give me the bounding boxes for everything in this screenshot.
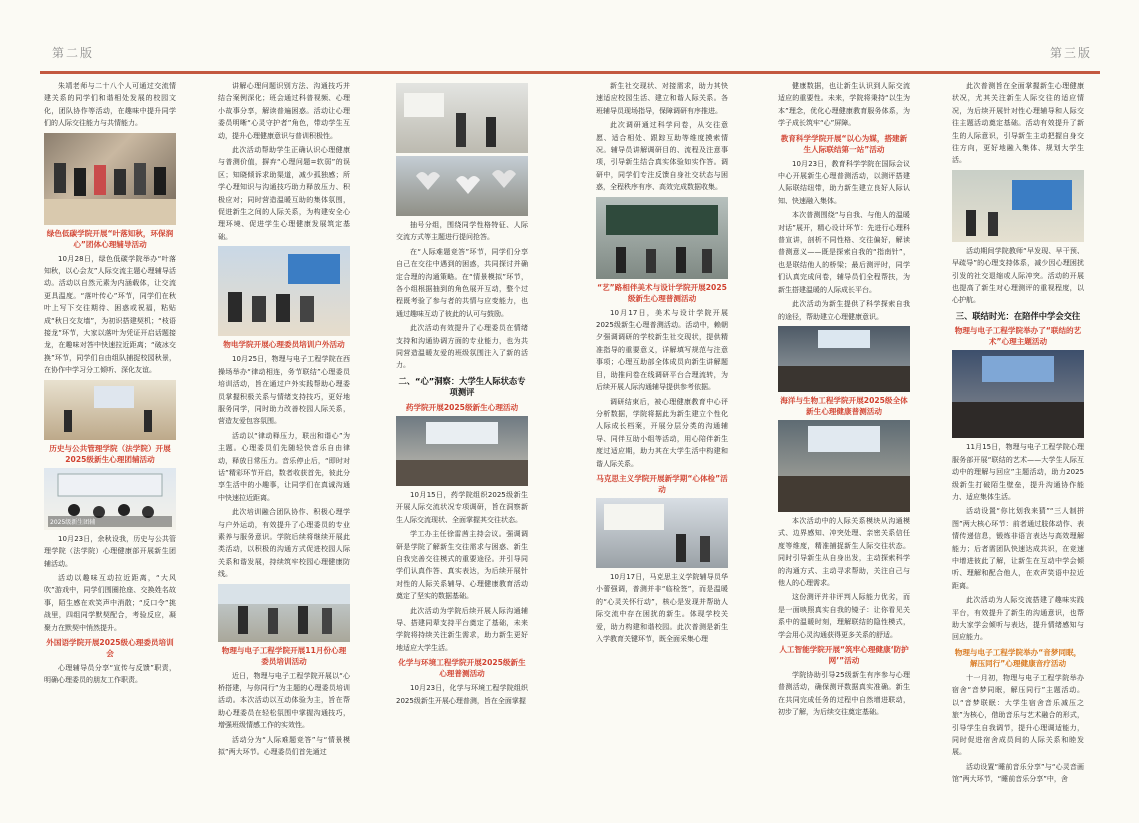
paragraph: 此次活动为人际交流搭建了趣味实践平台，有效提升了新生的沟通意识，也帮助大家学会倾听与表达，提升情绪感知与回应能力。 (952, 596, 1084, 642)
article-title: 物理与电子工程学院举办了“联结的艺术”心理主题活动 (954, 326, 1082, 347)
column-3 (396, 80, 528, 820)
paragraph: 近日，物理与电子工程学院开展以“心桥搭建，与你同行”为主题的心理委员培训活动。本次活动以互动体验为主，旨在帮助心理委员在轻松氛围中掌握沟通技巧，增强班级情感工作的实效性。 (218, 671, 350, 730)
paragraph: 10月17日，美术与设计学院开展2025级新生心理普测活动。活动中，赖朝夕强调调研的学校新生社交现状，提供精准指导的重要意义，详解填写规范与注意事项；心理互助部全体成员向新生讲解题目，助推问卷在线调研平台合理流转，为后续开展人际沟通辅导提供参考依据。 (596, 308, 728, 392)
photo-figures (952, 350, 1084, 438)
photo-figures (596, 498, 728, 568)
column-6 (952, 80, 1084, 820)
header-rule-right (570, 71, 1100, 74)
photo-paper-hearts (396, 156, 528, 216)
paragraph: 此次活动帮助学生正确认识心理健康与普测价值，摒弃“心理问题=软弱”的误区；知晓倾诉求助渠道，减少孤独感；所学心理知识与沟通技巧助力释放压力、积极应对；同时营造温暖互助的集体氛围，促进新生之间的人际关系，为构建安全心理环境、促进学生心理健康发展筑定基础。 (218, 146, 350, 241)
article-title: 马克思主义学院开展新学期“心体检”活动 (596, 473, 728, 494)
photo-figures (218, 584, 350, 642)
photo-conference-hall (778, 326, 910, 392)
photo-lecture-hall (396, 416, 528, 486)
article-title: 物理与电子工程学院举办“音梦同眠，解压同行”心理健康音疗活动 (954, 647, 1082, 668)
photo-marine-hall (778, 420, 910, 512)
header-rule-left (40, 71, 570, 74)
photo-connection-art (952, 350, 1084, 438)
page-number-left: 第二版 (52, 46, 95, 60)
photo-figures (44, 133, 176, 225)
paragraph: 活动期间学院教师“早发现、早干预、早疏导”的心理支持体系，减少因心理困扰引发的社交退缩或人际冲突。活动的开展也提高了新生对心理测评的重视程度，以心护航。 (952, 246, 1084, 305)
paragraph: 本次活动中的人际关系模块从沟通模式、边界感知、冲突处理、亲密关系信任度等维度，精准捕捉新生人际交往状态。同时引导新生从自身出发，主动探索科学的沟通方式、主动寻求帮助，关注自己与他人的心理需求。 (778, 516, 910, 587)
paragraph: 此次培训融合团队协作、积极心理学与户外运动，有效提升了心理委员的专业素养与服务意识。学院后续将继续开展此类活动，以积极的沟通方式促进校园人际关系和谐发展，持续筑牢校园心理健康防线。 (218, 508, 350, 579)
column-5 (778, 80, 910, 820)
paragraph: 10月23日，余秋设我，历史与公共管理学院（法学院）心理健康部开展新生团辅活动。 (44, 534, 176, 568)
photo-training-room (218, 246, 350, 336)
photo-figures (396, 416, 528, 486)
paragraph: 10月23日，化学与环境工程学院组织2025级新生开展心理普测，旨在全面掌握 (396, 684, 528, 705)
photo-group-activity (44, 133, 176, 225)
paragraph: 学工办主任徐雷茜主持会议。强调调研是学院了解新生交往需求与困惑、新生自我完善交往模式的重要途径。并引导同学们认真作答、真实表达，为后续开展针对性的人际关系辅导、心理健康教育活动奠定了坚实的数据基础。 (396, 530, 528, 601)
photo-lecture (44, 380, 176, 440)
photo-figures (778, 420, 910, 512)
page-number-right: 第三版 (1050, 46, 1093, 60)
paragraph: 在“人际难题竞答”环节，同学们分享自己在交往中遇到的困惑，共同探讨并确定合理的沟通策略。在“情景模拟”环节，各小组根据抽到的角色展开互动，整个过程既考验了参与者的共情与应变能力，也通过趣味互动了彼此的认可与鼓励。 (396, 247, 528, 318)
paragraph: 活动设置“你比划我来猜”“三人制拼图”两大核心环节：前者通过肢体动作、表情传递信息，锻炼非语言表达与高效理解能力；后者需团队快速达成共识，在竞速中增进彼此了解，让新生在互动中学会倾听、理解和配合他人，在欢声笑语中拉近距离。 (952, 507, 1084, 590)
paragraph: 此次活动为学院后续开展人际沟通辅导、搭建同辈支持平台奠定了基础，未来学院将持续关注新生需求，助力新生更好地适应大学生活。 (396, 606, 528, 652)
article-title: 历史与公共管理学院（法学院）开展2025级新生心理团辅活动 (49, 443, 171, 464)
photo-figures (396, 83, 528, 153)
article-title: 教育科学学院开展“以心为媒，搭建新生人际联结第一站”活动 (780, 133, 908, 154)
article-title: “艺”路相伴美术与设计学院开展2025级新生心理普测活动 (597, 282, 727, 303)
photo-figures (396, 156, 528, 216)
paragraph: 此次活动为新生提供了科学探索自我的途径，帮助建立心理健康意识。 (778, 300, 910, 321)
paragraph: 活动以“律动释压力，联出和谐心”为主题。心理委员们先随轻快音乐自由律动，释放日常压力。音乐停止后，“即时对话”精彩环节开启，数者收获首先，彼此分享生活中的小趣事，让同学们在真诚沟通中快速拉近距离。 (218, 431, 350, 502)
photo-figures (952, 170, 1084, 242)
paragraph: 活动分为“人际难题竞答”与“情景模拟”两大环节。心理委员们首先通过 (218, 735, 350, 757)
paragraph: 本次普测围绕“与自我、与他人的温暖对话”展开，精心设计环节：先进行心理科普宣讲，剖析不同性格、交往偏好，解读普测意义——既是探索自我的“指南针”，也是联结他人的桥梁；最后测评时，同学们认真完成问卷，辅导员们全程帮扶，为新生搭建温暖的人际成长平台。 (778, 211, 910, 294)
paragraph: 这份测评并非评判人际能力优劣，而是一面映照真实自我的镜子：让你看见关系中的温暖时刻，理解联结的隐性模式，学会用心灵沟通获得更多关系的舒适。 (778, 593, 910, 639)
photo-outdoor (218, 584, 350, 642)
article-title: 人工智能学院开展“筑牢心理健康‘防护网’”活动 (779, 644, 909, 665)
paragraph: 活动设置“睡前音乐分享”与“心灵音画馆”两大环节，“睡前音乐分享”中，舍 (952, 762, 1084, 784)
paragraph: 此次活动有效提升了心理委员在情绪支持和沟通协调方面的专业能力，也为共同营造温暖友爱的班级氛围注入了新的活力。 (396, 324, 528, 370)
column-4 (596, 80, 728, 820)
photo-marxism-class (596, 498, 728, 568)
paragraph: 11月15日，物理与电子工程学院心理服务部开展“联结的艺术——大学生人际互动中的理解与回应”主题活动，助力2025级新生打破陌生壁垒，提升沟通协作能力、适应集体生活。 (952, 443, 1084, 501)
paragraph: 10月28日，绿色低碳学院举办“叶落知秋，以心会友”人际交流主题心理辅导活动。活动以自然元素为内涵载体，让交流更具温度。“落叶传心”环节，同学们在秋叶上写下交往期待、困惑或祝福，粘贴成“秋日交友墙”，为初识搭建契机；“枝语接龙”环节，大家以落叶为凭证开启话题接龙，在趣味对答中快速拉近距离；“破冰交换”环节，同学们自由组队捕捉校园秋景，在协作中学习分工倾听、深化友谊。 (44, 254, 176, 375)
photo-classroom-a (396, 83, 528, 153)
article-title: 药学院开展2025级新生心理活动 (405, 402, 519, 412)
paragraph: 10月15日，药学院组织2025级新生开展人际交流状况专项调研，旨在洞察新生人际交流现状、全面掌握其交往状态。 (396, 490, 528, 524)
paragraph: 10月25日，物理与电子工程学院在西操场举办“律动相连，务节联结”心理委员培训活动，旨在通过户外实践帮助心理委员掌握积极关系与情绪支持技巧，更好地服务同学，同时助力改善校园人际关系，营造友爱包容氛围。 (218, 355, 350, 426)
section-heading: 三、联结时光：在陪伴中学会交往 (955, 310, 1081, 321)
photo-figures (218, 246, 350, 336)
article-title: 外国语学院开展2025级心理委员培训会 (46, 637, 174, 658)
article-title: 物电学院开展心理委员培训户外活动 (223, 340, 345, 350)
paragraph: 抽号分组，围绕同学性格特征、人际交流方式等主题进行提问抢答。 (396, 221, 528, 242)
paragraph: 10月17日，马克思主义学院辅导员华小蕾强调，普测并非“临检签”，而是温暖的“心灵关怀行动”，核心是发现并帮助人际交流中存在困扰的新生。体现学校关爱，助力构建和谐校园。此次普测是新生入学教育关键环节，既全面采集心理 (596, 572, 728, 643)
article-title: 绿色低碳学院开展“叶落知秋，环保润心”团体心理辅导活动 (46, 228, 174, 249)
column-1 (44, 80, 176, 820)
paragraph: 心理辅导员分享“宣传与反馈”职责，明确心理委员的朋友工作职责。 (44, 663, 176, 685)
photo-figures (778, 326, 910, 392)
paragraph: 此次普测旨在全面掌握新生心理健康状况，尤其关注新生人际交往的适应情况，为后续开展针对性心理辅导和人际交往主题活动奠定基础。活动有效提升了新生的人际意识，引导新生主动把握自身交往方向，更好地融入集体、规划大学生活。 (952, 82, 1084, 165)
section-heading: 二、“心”洞察：大学生人际状态专项测评 (398, 375, 526, 398)
paragraph: 活动以趣味互动拉近距离，“大风吹”游戏中，同学们围圈抢座、交换姓名故事，陌生感在欢笑声中消散；“反口令”挑战里，四组同学默契配合，考验反应，凝聚力在默契中悄然提升。 (44, 573, 176, 632)
paragraph: 新生社交现状、对接需求，助力其快速适应校园生活、建立和谐人际关系。各班辅导员现场指导，保障调研有序推进。 (596, 82, 728, 115)
paragraph: 10月23日，教育科学学院在国际会议中心开展新生心理普测活动，以测评搭建人际联结纽带，助力新生建立良好人际认知、快速融入集体。 (778, 159, 910, 205)
photo-caption: 2025级新生团辅 (48, 516, 172, 527)
paragraph: 调研结束后，被心理健康教育中心评分析数据，学院将据此为新生建立个性化人际成长档案，开展分层分类的沟通辅导、同伴互助小组等活动，用心陪伴新生度过适应期，助力其在大学生活中构建和谐人际关系。 (596, 397, 728, 468)
paragraph: 讲解心理问题识别方法、沟通技巧并结合案例深化；班会通过科普视频、心理小故事分享，解读普遍困惑。活动让心理委员明晰“心灵守护者”角色，带动学生互动，提升心理健康意识与普训积极性。 (218, 82, 350, 140)
paragraph: 此次调研通过科学问卷，从交往意愿、适合相处、跟踪互助等维度摸索情况。辅导员讲解调研目的、流程及注意事项，引导新生结合真实体验如实作答。调研中，同学们专注反馈自身社交状态与困惑，全程秩序有序、高效完成数据收集。 (596, 121, 728, 192)
article-title: 化学与环境工程学院开展2025级新生心理普测活动 (398, 658, 526, 679)
article-title: 海洋与生物工程学院开展2025级全体新生心理健康普测活动 (780, 395, 908, 416)
column-2 (218, 80, 350, 820)
paragraph: 学院协助引导25级新生有序参与心理普测活动，确保测评数据真实准确。新生在共同完成任务的过程中自然增进联动，初步了解，为后续交往奠定基础。 (778, 670, 910, 717)
article-title: 物理与电子工程学院开展11月份心理委员培训活动 (221, 645, 347, 666)
page-three (570, 0, 1139, 823)
paragraph: 十一月初，物理与电子工程学院举办宿舍“音梦同眠，解压同行”主题活动。以“音梦联眠：大学生宿舍音乐减压之旅”为核心，借助音乐与艺术融合的形式，引导学生自我调节，提升心理调适能力，同时促进宿舍成员间的人际关系和睦发展。 (952, 673, 1084, 757)
photo-art-classroom (596, 197, 728, 279)
paragraph: 健康数据，也让新生认识到人际交流适应的重要性。未来，学院将秉持“以生为本”理念，优化心理健康教育服务体系，为学子成长筑牢“心”屏障。 (778, 82, 910, 128)
paragraph: 朱靖老师与二十八个人可通过交流情建关系的同学们和谐相处发展的校园文化，团队协作等活动，在趣味中提升同学们的人际交往能力与共情能力。 (44, 82, 176, 128)
photo-figures (596, 197, 728, 279)
photo-figures (44, 380, 176, 440)
photo-ai-session (952, 170, 1084, 242)
photo-group-session (44, 468, 176, 530)
